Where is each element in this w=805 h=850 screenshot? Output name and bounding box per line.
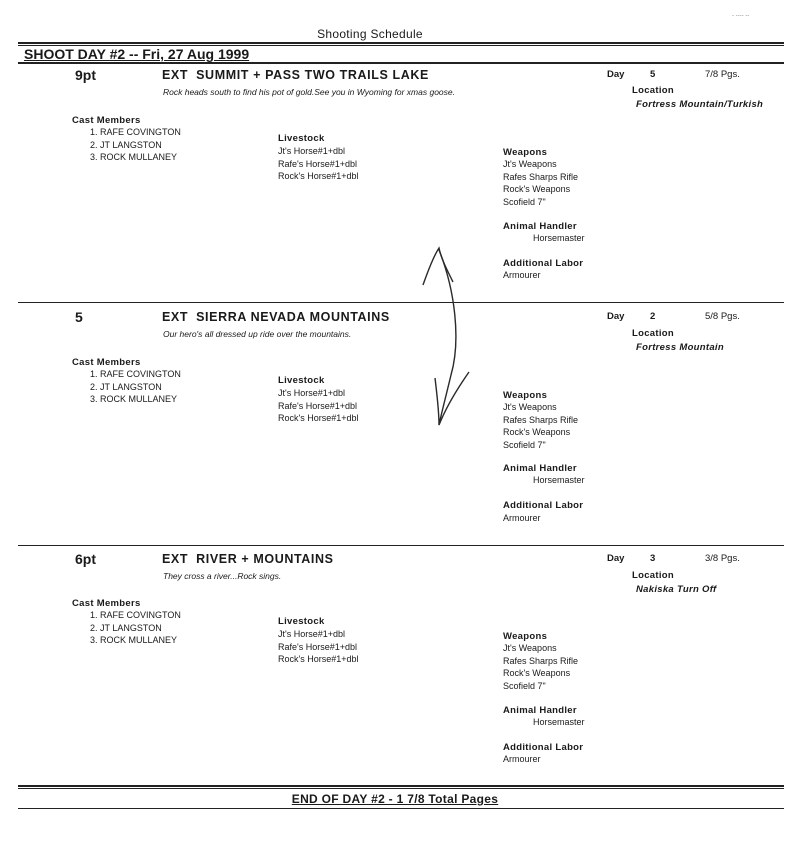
day-number: 3 bbox=[650, 553, 656, 564]
weapon-item: Jt's Weapons bbox=[503, 159, 557, 169]
end-of-day-summary: END OF DAY #2 - 1 7/8 Total Pages bbox=[291, 792, 499, 806]
scene-synopsis: Our hero's all dressed up ride over the mountains. bbox=[163, 329, 352, 339]
additional-labor-value: Armourer bbox=[503, 754, 541, 764]
weapons-label: Weapons bbox=[503, 147, 548, 158]
weapon-item: Rock's Weapons bbox=[503, 668, 571, 678]
int-ext: EXT bbox=[162, 552, 189, 566]
footer-rule-bottom bbox=[18, 808, 784, 809]
scene-number: 6pt bbox=[75, 551, 96, 567]
weapon-item: Scofield 7" bbox=[503, 439, 546, 450]
set-name: SIERRA NEVADA MOUNTAINS bbox=[196, 310, 390, 324]
weapon-item: Jt's Weapons bbox=[503, 643, 557, 653]
additional-labor-value: Armourer bbox=[503, 270, 541, 280]
weapons-label: Weapons bbox=[503, 390, 548, 401]
scene-divider bbox=[18, 302, 784, 303]
scene-heading bbox=[162, 68, 429, 82]
weapon-item: Rafes Sharps Rifle bbox=[503, 655, 579, 666]
cast-member: 1. RAFE COVINGTON bbox=[90, 610, 181, 620]
weapon-item: Scofield 7" bbox=[503, 196, 546, 207]
livestock-list bbox=[278, 387, 359, 425]
weapon-item: Scofield 7" bbox=[503, 680, 546, 691]
animal-handler-value: Horsemaster bbox=[533, 233, 585, 243]
additional-labor-label: Additional Labor bbox=[503, 258, 584, 269]
shoot-day-header: SHOOT DAY #2 -- Fri, 27 Aug 1999 bbox=[24, 46, 250, 62]
weapons-label: Weapons bbox=[503, 631, 548, 642]
page-count: 3/8 Pgs. bbox=[705, 553, 740, 564]
set-name: SUMMIT + PASS TWO TRAILS LAKE bbox=[196, 68, 429, 82]
cast-member: 2. JT LANGSTON bbox=[90, 381, 162, 392]
cast-list bbox=[90, 126, 181, 164]
additional-labor-label: Additional Labor bbox=[503, 742, 584, 753]
cast-member: 2. JT LANGSTON bbox=[90, 139, 162, 150]
cast-label: Cast Members bbox=[72, 115, 141, 126]
livestock-list bbox=[278, 628, 359, 666]
livestock-label: Livestock bbox=[278, 375, 325, 386]
page-mark: - ---- -- bbox=[732, 13, 750, 19]
animal-handler-label: Animal Handler bbox=[503, 463, 577, 474]
page-count: 7/8 Pgs. bbox=[705, 69, 740, 80]
location-label: Location bbox=[632, 85, 674, 96]
scene-number: 9pt bbox=[75, 67, 96, 83]
animal-handler-label: Animal Handler bbox=[503, 221, 577, 232]
cast-list bbox=[90, 368, 181, 406]
livestock-item: Jt's Horse#1+dbl bbox=[278, 146, 346, 156]
cast-member: 3. ROCK MULLANEY bbox=[90, 635, 178, 645]
cast-label: Cast Members bbox=[72, 598, 141, 609]
location-value: Fortress Mountain bbox=[636, 342, 724, 353]
arrow-shaft bbox=[439, 250, 456, 425]
weapon-item: Rafes Sharps Rifle bbox=[503, 171, 579, 182]
cast-member: 1. RAFE COVINGTON bbox=[90, 127, 181, 137]
scene-synopsis: Rock heads south to find his pot of gold.See you in Wyoming for xmas goose. bbox=[163, 87, 455, 97]
day-number: 5 bbox=[650, 69, 656, 80]
livestock-item: Rafe's Horse#1+dbl bbox=[278, 158, 358, 169]
scene-heading bbox=[162, 552, 334, 566]
hand-drawn-swap-arrow bbox=[415, 240, 475, 430]
cast-member: 3. ROCK MULLANEY bbox=[90, 394, 178, 404]
livestock-item: Rock's Horse#1+dbl bbox=[278, 413, 359, 423]
cast-label: Cast Members bbox=[72, 357, 141, 368]
scene-number: 5 bbox=[75, 309, 83, 325]
livestock-list bbox=[278, 145, 359, 183]
weapon-item: Rock's Weapons bbox=[503, 184, 571, 194]
weapons-list bbox=[503, 642, 578, 692]
day-header-rule bbox=[18, 62, 784, 64]
page-count: 5/8 Pgs. bbox=[705, 311, 740, 322]
int-ext: EXT bbox=[162, 68, 189, 82]
animal-handler-value: Horsemaster bbox=[533, 717, 585, 727]
page-title: Shooting Schedule bbox=[317, 27, 423, 41]
day-number: 2 bbox=[650, 311, 656, 322]
livestock-item: Jt's Horse#1+dbl bbox=[278, 388, 346, 398]
footer-rule-top bbox=[18, 785, 784, 787]
location-value: Nakiska Turn Off bbox=[636, 584, 717, 595]
weapon-item: Rock's Weapons bbox=[503, 427, 571, 437]
livestock-label: Livestock bbox=[278, 616, 325, 627]
scene-synopsis: They cross a river...Rock sings. bbox=[163, 571, 282, 581]
animal-handler-label: Animal Handler bbox=[503, 705, 577, 716]
int-ext: EXT bbox=[162, 310, 189, 324]
set-name: RIVER + MOUNTAINS bbox=[196, 552, 334, 566]
location-value: Fortress Mountain/Turkish bbox=[636, 99, 764, 110]
day-label: Day bbox=[607, 553, 625, 564]
footer-rule-mid bbox=[18, 788, 784, 789]
livestock-item: Rock's Horse#1+dbl bbox=[278, 654, 359, 664]
weapon-item: Rafes Sharps Rifle bbox=[503, 414, 579, 425]
day-label: Day bbox=[607, 311, 625, 322]
cast-member: 3. ROCK MULLANEY bbox=[90, 152, 178, 162]
weapons-list bbox=[503, 158, 578, 208]
animal-handler-value: Horsemaster bbox=[533, 475, 585, 485]
cast-list bbox=[90, 609, 181, 647]
additional-labor-value: Armourer bbox=[503, 513, 541, 523]
livestock-label: Livestock bbox=[278, 133, 325, 144]
title-rule-top bbox=[18, 42, 784, 44]
livestock-item: Jt's Horse#1+dbl bbox=[278, 629, 346, 639]
weapon-item: Jt's Weapons bbox=[503, 402, 557, 412]
day-label: Day bbox=[607, 69, 625, 80]
livestock-item: Rafe's Horse#1+dbl bbox=[278, 400, 358, 411]
livestock-item: Rafe's Horse#1+dbl bbox=[278, 641, 358, 652]
weapons-list bbox=[503, 401, 578, 451]
scene-heading bbox=[162, 310, 390, 324]
location-label: Location bbox=[632, 570, 674, 581]
additional-labor-label: Additional Labor bbox=[503, 500, 584, 511]
cast-member: 1. RAFE COVINGTON bbox=[90, 369, 181, 379]
cast-member: 2. JT LANGSTON bbox=[90, 622, 162, 633]
scene-divider bbox=[18, 545, 784, 546]
location-label: Location bbox=[632, 328, 674, 339]
livestock-item: Rock's Horse#1+dbl bbox=[278, 171, 359, 181]
